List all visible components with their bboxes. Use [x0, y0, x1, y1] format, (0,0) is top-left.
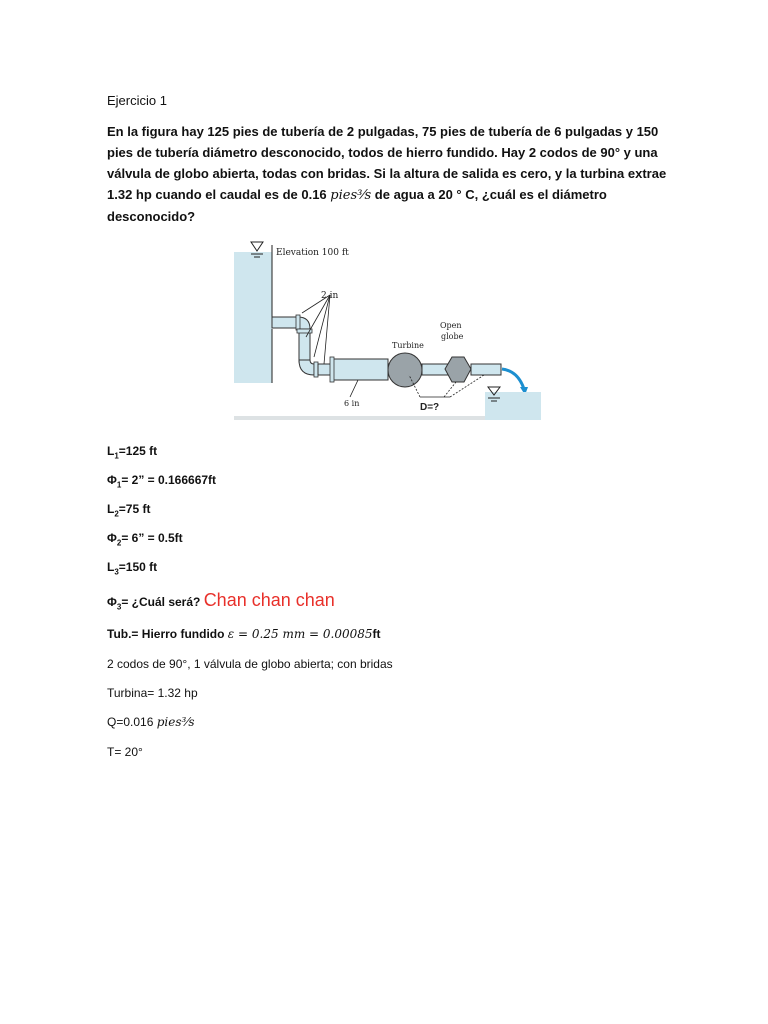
data-line-L3: $L_3=150$ ft [107, 560, 158, 577]
data-line-D2: $\Phi_2= 6$” = 0.5ft [107, 531, 183, 548]
label-2in: 2 in [321, 291, 339, 301]
data-line-L2: $L_2=75$ ft [107, 502, 151, 519]
label-d-unknown: D=? [420, 402, 440, 413]
problem-text-part1: En la figura hay 125 pies de tubería de 2 pulgadas, 75 pies de tubería de 6 pulgadas y 150 pies de tubería diámetro desconocido, todos de hierro fundido. Hay 2 codos de 90° y una válvula de globo abierta, todas con bridas. Si la altura de salida es cero, y la turbina extrae 1.32 hp cuando el caudal es de 0.16 [107, 124, 667, 202]
data-line-tube: Tub.= Hierro fundido ε = 0.25 mm = 0.00085ft [107, 627, 381, 641]
pipe-6in [332, 359, 388, 380]
reservoir-water [234, 252, 272, 383]
label-open: Open [440, 321, 462, 330]
data-line-temp: T= 20° [107, 745, 143, 759]
problem-statement [107, 121, 667, 227]
turbine [388, 353, 422, 387]
label-6in: 6 in [344, 399, 360, 408]
pipe-system-figure [234, 237, 541, 420]
label-turbine: Turbine [392, 341, 424, 350]
problem-text-part2: de agua a 20 ° C, ¿cuál es el diámetro desconocido? [107, 187, 607, 224]
data-line-D1: $\Phi_1= 2$” = 0.166667ft [107, 473, 217, 490]
data-line-D3: $\Phi_3=$ ¿Cuál será? Chan chan chan [107, 590, 335, 612]
exercise-heading: Ejercicio 1 [107, 93, 167, 108]
flow-unit: pies³⁄s [330, 188, 372, 203]
label-elevation: Elevation 100 ft [276, 248, 349, 258]
data-line-fittings: 2 codos de 90°, 1 válvula de globo abierta; con bridas [107, 657, 393, 671]
note-chan-chan: Chan chan chan [203, 590, 335, 610]
label-globe: globe [441, 332, 464, 341]
lower-tank [485, 392, 541, 420]
data-line-L1: $L_1=125$ ft [107, 444, 158, 461]
data-line-flow: Q=0.016 pies³⁄s [107, 715, 195, 729]
data-line-turbine: Turbina= 1.32 hp [107, 686, 198, 700]
